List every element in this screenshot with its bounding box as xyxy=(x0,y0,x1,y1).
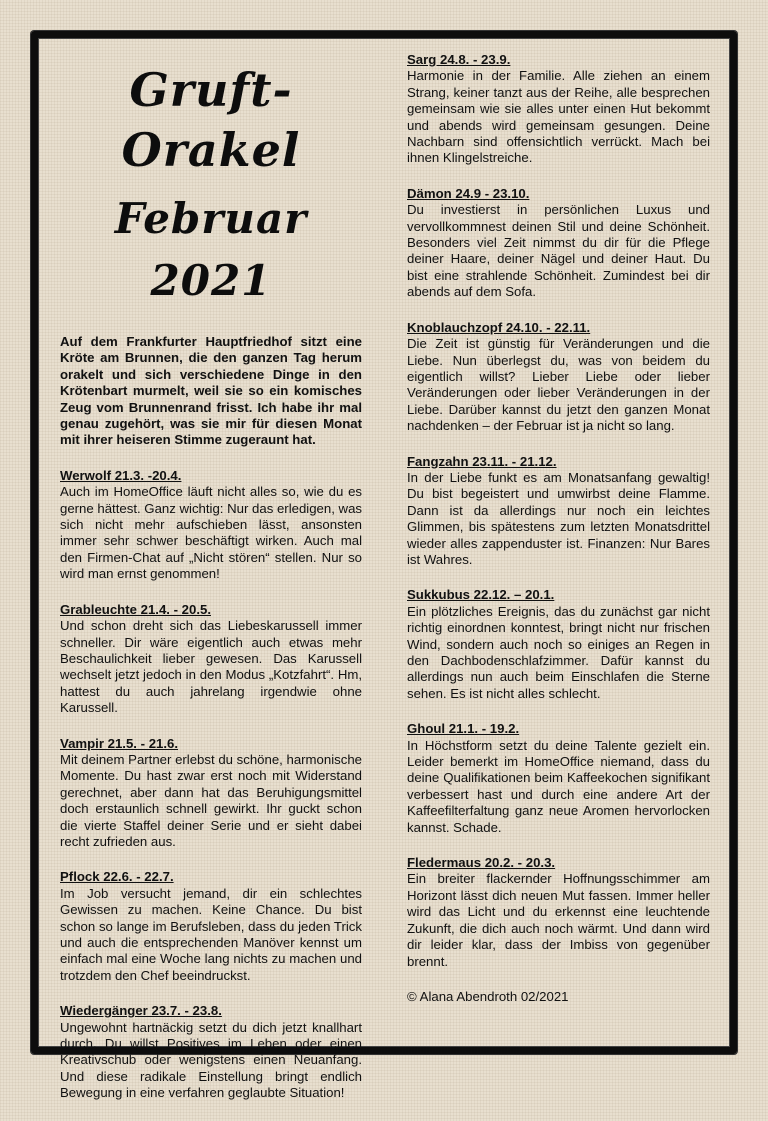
horoscope-entry-grableuchte xyxy=(60,602,362,717)
horoscope-entry-ghoul xyxy=(407,721,710,836)
horoscope-entry-sarg xyxy=(407,52,710,167)
horoscope-entry-fangzahn xyxy=(407,454,710,569)
entry-text: Im Job versucht jemand, dir ein schlechtes Gewissen zu machen. Keine Chance. Du bist schon so lange im Berufsleben, dass du jeden Trick und auch die entsprechenden Manöver kennst um einfach mal eine Woche lang nichts zu machen und trotzdem den Chef beeindruckst. xyxy=(60,885,362,983)
entry-text: Und schon dreht sich das Liebeskarussell immer schneller. Dir wäre eigentlich auch etwas mehr Beschaulichkeit lieber gewesen. Das Karussell wechselt jetzt jedoch in den Modus „Kotzfahrt“. Hm, hattest du auch jahrelang irgendwie ohne Karussell. xyxy=(60,618,362,716)
entry-heading: Grableuchte 21.4. - 20.5. xyxy=(60,601,211,617)
entry-heading: Dämon 24.9 - 23.10. xyxy=(407,185,530,201)
entry-heading: Werwolf 21.3. -20.4. xyxy=(60,467,182,483)
entry-text: In Höchstform setzt du deine Talente gezielt ein. Leider bemerkt im HomeOffice niemand, dass du deine Qualifikationen beim Kaffeekochen signifikant verbessert hast und durch eine andere Art der Kaffeefilterfaltung ganz neue Aromen hervorlocken kannst. Schade. xyxy=(407,737,710,835)
left-column xyxy=(60,60,362,1121)
entry-heading: Fangzahn 23.11. - 21.12. xyxy=(407,453,557,469)
horoscope-entry-knoblauchzopf xyxy=(407,320,710,435)
entry-heading: Pflock 22.6. - 22.7. xyxy=(60,869,174,885)
entry-text: Du investierst in persönlichen Luxus und vervollkommnest deinen Stil und deine Schönheit. Besonders viel Zeit nimmst du dir für die Pflege deiner Haare, deiner Nägel und deiner Haut. Du bist eine strahlende Schönheit. Zumindest bei dir abends auf dem Sofa. xyxy=(407,202,710,300)
horoscope-entry-fledermaus xyxy=(407,855,710,970)
entry-text: Mit deinem Partner erlebst du schöne, harmonische Momente. Du hast zwar erst noch mit Widerstand gerechnet, aber dann hat das Beruhigungsmittel doch erstaunlich schnell gewirkt. Ihr guckt schon die vierte Staffel deiner Serie und er sieht dabei recht zufrieden aus. xyxy=(60,751,362,849)
entry-heading: Sarg 24.8. - 23.9. xyxy=(407,52,511,67)
horoscope-entry-wiedergaenger xyxy=(60,1003,362,1101)
horoscope-entry-sukkubus xyxy=(407,587,710,702)
entry-heading: Knoblauchzopf 24.10. - 22.11. xyxy=(407,319,591,335)
page-title: Gruft-Orakel xyxy=(121,63,301,177)
page-subtitle: Februar 2021 xyxy=(114,194,308,305)
horoscope-entry-daemon xyxy=(407,186,710,301)
entry-text: Ein breiter flackernder Hoffnungsschimmer am Horizont lässt dich neuen Mut fassen. Immer heller wird das Licht und du erkennst eine leuchtende Zukunft, die dich auch noch wärmt. Und dann wird dir leider klar, dass der Imbiss von gegenüber brennt. xyxy=(407,871,710,969)
entry-text: Ungewohnt hartnäckig setzt du dich jetzt knallhart durch. Du willst Positives im Leben oder einen Kreativschub oder wenigstens einen Neuanfang. Und diese radikale Einstellung bringt endlich Bewegung in eine verfahren geglaubte Situation! xyxy=(60,1019,362,1101)
copyright-notice: © Alana Abendroth 02/2021 xyxy=(407,988,569,1004)
entry-heading: Wiedergänger 23.7. - 23.8. xyxy=(60,1003,222,1019)
entry-heading: Ghoul 21.1. - 19.2. xyxy=(407,721,520,737)
entry-heading: Vampir 21.5. - 21.6. xyxy=(60,735,179,751)
entry-heading: Sukkubus 22.12. – 20.1. xyxy=(407,587,555,603)
entry-text: In der Liebe funkt es am Monatsanfang gewaltig! Du bist begeistert und umwirbst deine Flamme. Dann ist da allerdings nur noch ein leichtes Glimmen, bis spätestens zum letzten Monatsdrittel wieder alles zappenduster ist. Finanzen: Nur Bares ist Wahres. xyxy=(407,469,710,567)
entry-text: Ein plötzliches Ereignis, das du zunächst gar nicht richtig einordnen konntest, bringt nicht nur frischen Wind, sondern auch noch so einiges an Regen in den Dachbodenschlafzimmer. Dafür kannst du allerdings nun auch beim Einschlafen die Sterne sehen. Es ist nicht alles schlecht. xyxy=(407,603,710,701)
horoscope-entry-pflock xyxy=(60,869,362,984)
right-column xyxy=(407,52,710,1019)
entry-text: Die Zeit ist günstig für Veränderungen und die Liebe. Nun überlegst du, was von beidem du eigentlich willst? Lieber Liebe oder lieber Veränderungen oder lieber Veränderungen in der Liebe. Darüber kannst du jetzt den ganzen Monat nachdenken – der Februar ist ja nicht so lang. xyxy=(407,336,710,434)
intro-text: Auf dem Frankfurter Hauptfriedhof sitzt eine Kröte am Brunnen, die den ganzen Tag herum orakelt und sich verschiedene Dinge in den Krötenbart murmelt, weil sie so ein komisches Zeug vom Brunnenrand frisst. Ich habe ihr mal genau zugehört, was sie mir für diesen Monat mit ihrer heiseren Stimme zugeraunt hat. xyxy=(60,334,362,448)
entry-text: Harmonie in der Familie. Alle ziehen an einem Strang, keiner tanzt aus der Reihe, alle besprechen gemeinsam wie sie alles unter einen Hut bekommt und abends wird gemeinsam gesungen. Deine Nachbarn sind offensichtlich verrückt. Mach bei ihnen Klingelstreiche. xyxy=(407,68,710,166)
entry-text: Auch im HomeOffice läuft nicht alles so, wie du es gerne hättest. Ganz wichtig: Nur das erledigen, was sich nicht mehr aufschieben lässt, ansonsten immer sehr schwer beschäftigt wirken. Auch mal den Firmen-Chat auf „Nicht stören“ stellen. Nur so wird man ernst genommen! xyxy=(60,484,363,582)
entry-heading: Fledermaus 20.2. - 20.3. xyxy=(407,855,556,871)
horoscope-entry-vampir xyxy=(60,736,362,851)
horoscope-entry-werwolf xyxy=(60,468,362,583)
